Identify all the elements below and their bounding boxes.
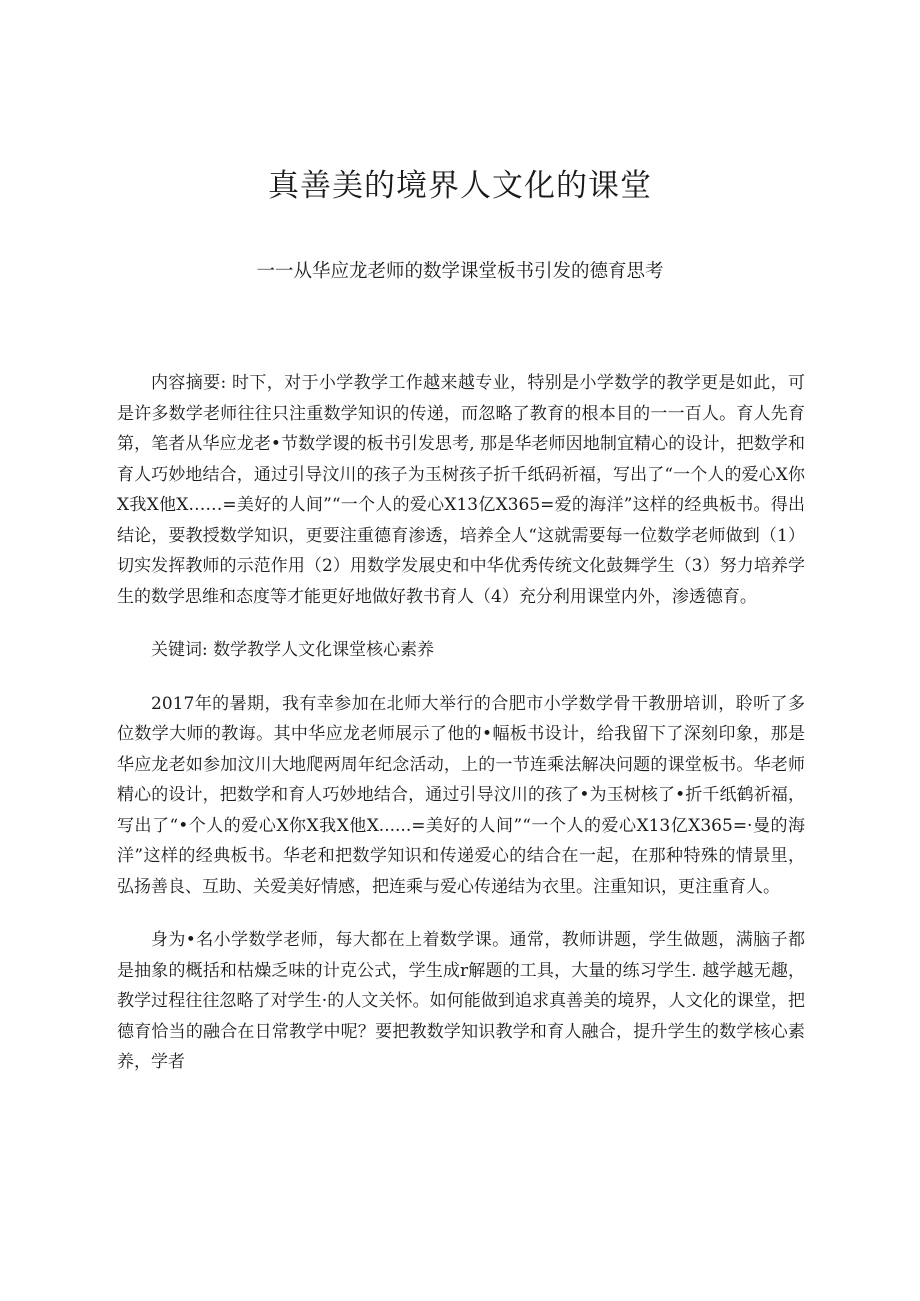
body-paragraph-1: 2017年的暑期，我有幸参加在北师大举行的合肥市小学数学骨干教册培训，聆听了多位数学大师的教诲。其中华应龙老师展示了他的•幅板书设计，给我留下了深刻印象，那是华应龙老如参加汶川大地爬两周年纪念活动，上的一节连乘法解决问题的课堂板书。华老师精心的设计，把数学和育人巧妙地结合，通过引导汶川的孩了•为玉树核了•折千纸鹤祈福，写出了“•个人的爱心X你X我X他X......=美好的人间”“一个人的爱心X13亿X365=·曼的海洋”这样的经典板书。华老和把数学知识和传递爱心的结合在一起，在那种特殊的情景里，弘扬善良、互助、关爱美好情感，把连乘与爱心传递结为衣里。注重知识，更注重育人。 <box>117 693 805 897</box>
abstract-paragraph <box>117 368 805 612</box>
abstract-label: 内容摘要: <box>151 373 227 393</box>
keywords-label: 关键词: <box>151 640 208 660</box>
keywords-text: 数学教学人文化课堂核心素养 <box>207 640 435 660</box>
document-body <box>117 368 805 1078</box>
document-subtitle: 一一从华应龙老师的数学课堂板书引发的德育思考 <box>256 261 664 282</box>
keywords-paragraph <box>117 635 805 666</box>
document-title: 真善美的境界人文化的课堂 <box>268 168 652 204</box>
body-paragraph-2: 身为•名小学数学老师，每大都在上着数学课。通常，教师讲题，学生做题，满脑子都是抽象的概括和枯燥乏味的计克公式，学生成r解题的工具，大量的练习学生. 越学越无趣，教学过程往往忽略了对学生·的人文关怀。如何能做到追求真善美的境界，人文化的课堂，把德育恰当的融合在日常教学中呢？要把教数学知识教学和育人融合，提升学生的数学核心素养，学者 <box>117 930 805 1072</box>
abstract-text: 时下，对于小学教学工作越来越专业，特别是小学数学的教学更是如此，可是许多数学老师往往只注重数学知识的传递，而忽略了教育的根本目的一一百人。育人先育第，笔者从华应龙老•节数学谡的板书引发思考, 那是华老师因地制宜精心的设计，把数学和育人巧妙地结合，通过引导汶川的孩子为玉树孩子折千纸码祈福，写出了“一个人的爱心X你X我X他X……=美好的人间”“一个人的爱心X13亿X365=爱的海洋”这样的经典板书。得出结论，要教授数学知识，更要注重德育渗透，培养全人“这就需要每一位数学老师做到（1）切实发挥教师的示范作用（2）用数学发展史和中华优秀传统文化鼓舞学生（3）努力培养学生的数学思维和态度等才能更好地做好教书育人（4）充分利用课堂内外，渗透德育。 <box>117 373 805 607</box>
